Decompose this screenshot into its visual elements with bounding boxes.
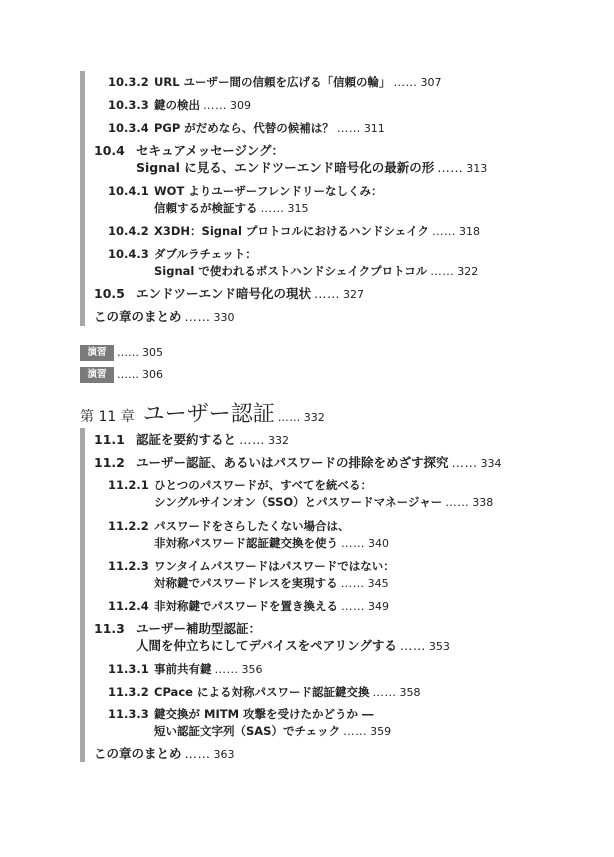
toc-entry: 10.5 エンドツーエンド暗号化の現状 …… 327 (94, 286, 365, 301)
chapter-title: ユーザー認証 (142, 402, 275, 427)
toc-entry: 11.2 ユーザー認証、あるいはパスワードの排除をめざす探究 …… 334 (94, 455, 502, 470)
toc-entry-cont: 非対称パスワード認証鍵交換を使う …… 340 (154, 536, 389, 550)
toc-entry: この章のまとめ …… 330 (94, 309, 235, 324)
toc-entry: 11.3.3 鍵交換が MITM 攻撃を受けたかどうか ― (108, 707, 374, 721)
toc-bar-top (80, 71, 85, 326)
toc-entry-cont: 信頼するが検証する …… 315 (154, 201, 309, 215)
exercise-page-ref: …… 306 (117, 368, 163, 381)
chapter-heading: 第 11 章 ユーザー認証 …… 332 (80, 402, 325, 427)
exercise-badge: 演習 (80, 345, 114, 361)
toc-entry: 10.3.2 URL ユーザー間の信頼を広げる「信頼の輪」 …… 307 (108, 75, 442, 89)
toc-entry-cont: 対称鍵でパスワードレスを実現する …… 345 (154, 576, 389, 590)
toc-entry: 11.2.4 非対称鍵でパスワードを置き換える …… 349 (108, 599, 389, 613)
toc-entry: 11.2.1 ひとつのパスワードが、すべてを統べる： (108, 478, 373, 492)
toc-entry-cont: 短い認証文字列（SAS）でチェック …… 359 (154, 724, 392, 738)
toc-entry: 10.4.2 X3DH：Signal プロトコルにおけるハンドシェイク …… 318 (108, 224, 480, 238)
exercise-page-ref: …… 305 (117, 346, 163, 359)
toc-bar-chapter (80, 428, 85, 762)
toc-entry: 11.3.2 CPace による対称パスワード認証鍵交換 …… 358 (108, 685, 421, 699)
toc-entry-cont: 人間を仲立ちにしてデバイスをペアリングする …… 353 (136, 638, 450, 653)
toc-entry: 10.4.3 ダブルラチェット： (108, 247, 257, 261)
toc-entry: 11.3.1 事前共有鍵 …… 356 (108, 662, 263, 676)
toc-entry: この章のまとめ …… 363 (94, 746, 235, 761)
toc-entry-cont: Signal で使われるポストハンドシェイクプロトコル …… 322 (154, 264, 479, 278)
toc-entry: 11.3 ユーザー補助型認証： (94, 621, 262, 636)
toc-entry: 11.2.3 ワンタイムパスワードはパスワードではない： (108, 559, 395, 573)
toc-entry: 11.1 認証を要約すると …… 332 (94, 432, 290, 447)
toc-entry-cont: Signal に見る、エンドツーエンド暗号化の最新の形 …… 313 (136, 160, 488, 175)
exercise-badge: 演習 (80, 367, 114, 383)
chapter-label: 第 11 章 (80, 409, 135, 425)
toc-entry-cont: シングルサインオン（SSO）とパスワードマネージャー …… 338 (154, 495, 494, 509)
toc-entry: 10.3.3 鍵の検出 …… 309 (108, 98, 251, 112)
chapter-page: 332 (303, 411, 325, 424)
toc-entry: 10.3.4 PGP がだめなら、代替の候補は？ …… 311 (108, 121, 385, 135)
toc-entry: 10.4.1 WOT よりユーザーフレンドリーなしくみ： (108, 184, 383, 198)
toc-entry: 11.2.2 パスワードをさらしたくない場合は、 (108, 519, 350, 533)
toc-entry: 10.4 セキュアメッセージング： (94, 143, 284, 158)
